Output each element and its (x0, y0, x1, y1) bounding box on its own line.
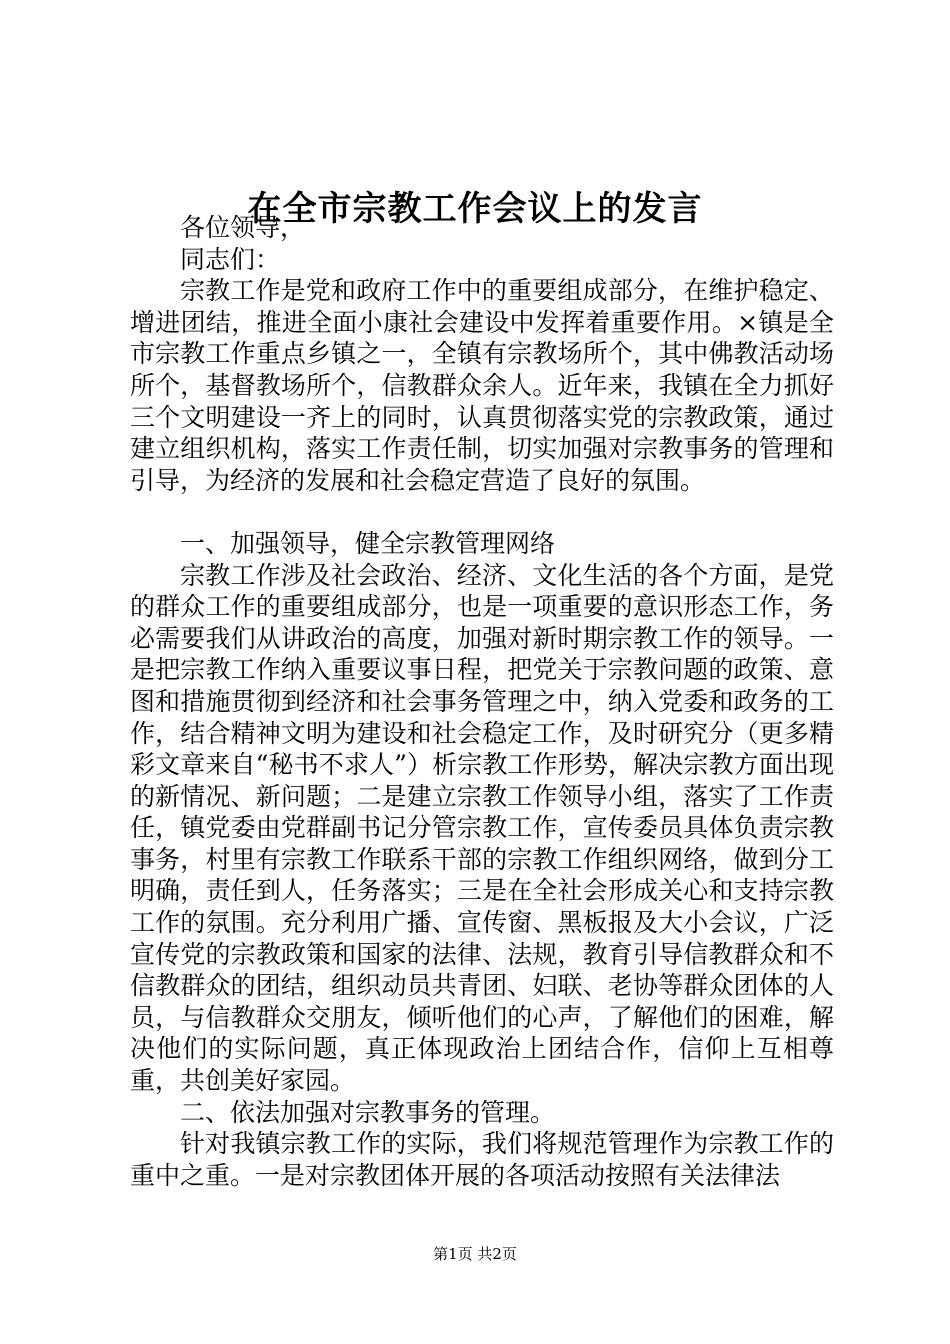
paragraph-spacer (130, 496, 834, 528)
section-heading-2: 二、依法加强对宗教事务的管理。 (180, 1097, 556, 1127)
salutation-comrades: 同志们： (180, 244, 281, 274)
section-2-paragraph: 针对我镇宗教工作的实际，我们将规范管理作为宗教工作的重中之重。一是对宗教团体开展的各项活动按照有关法律法 (130, 1129, 834, 1190)
section-1-paragraph: 宗教工作涉及社会政治、经济、文化生活的各个方面，是党的群众工作的重要组成部分，也是一项重要的意识形态工作，务必需要我们从讲政治的高度，加强对新时期宗教工作的领导。一是把宗教工作纳入重要议事日程，把党关于宗教问题的政策、意图和措施贯彻到经济和社会事务管理之中，纳入党委和政务的工作，结合精神文明为建设和社会稳定工作，及时研究分（更多精彩文章来自“秘书不求人”）析宗教工作形势，解决宗教方面出现的新情况、新问题；二是建立宗教工作领导小组，落实了工作责任，镇党委由党群副书记分管宗教工作，宣传委员具体负责宗教事务，村里有宗教工作联系干部的宗教工作组织网络，做到分工明确，责任到人，任务落实；三是在全社会形成关心和支持宗教工作的氛围。充分利用广播、宣传窗、黑板报及大小会议，广泛宣传党的宗教政策和国家的法律、法规，教育引导信教群众和不信教群众的团结，组织动员共青团、妇联、老协等群众团体的人员，与信教群众交朋友，倾听他们的心声，了解他们的困难，解决他们的实际问题，真正体现政治上团结合作，信仰上互相尊重，共创美好家园。 (130, 560, 834, 1096)
document-body (130, 212, 834, 1191)
salutation-leaders: 各位领导， (180, 213, 306, 242)
intro-paragraph: 宗教工作是党和政府工作中的重要组成部分，在维护稳定、增进团结，推进全面小康社会建设中发挥着重要作用。×镇是全市宗教工作重点乡镇之一，全镇有宗教场所个，其中佛教活动场所个，基督教场所个，信教群众余人。近年来，我镇在全力抓好三个文明建设一齐上的同时，认真贯彻落实党的宗教政策，通过建立组织机构，落实工作责任制，切实加强对宗教事务的管理和引导，为经济的发展和社会稳定营造了良好的氛围。 (130, 276, 834, 495)
document-title: 在全市宗教工作会议上的发言 (247, 189, 703, 229)
page-footer: 第1页 共2页 (433, 1245, 517, 1263)
section-heading-1: 一、加强领导，健全宗教管理网络 (180, 528, 556, 558)
